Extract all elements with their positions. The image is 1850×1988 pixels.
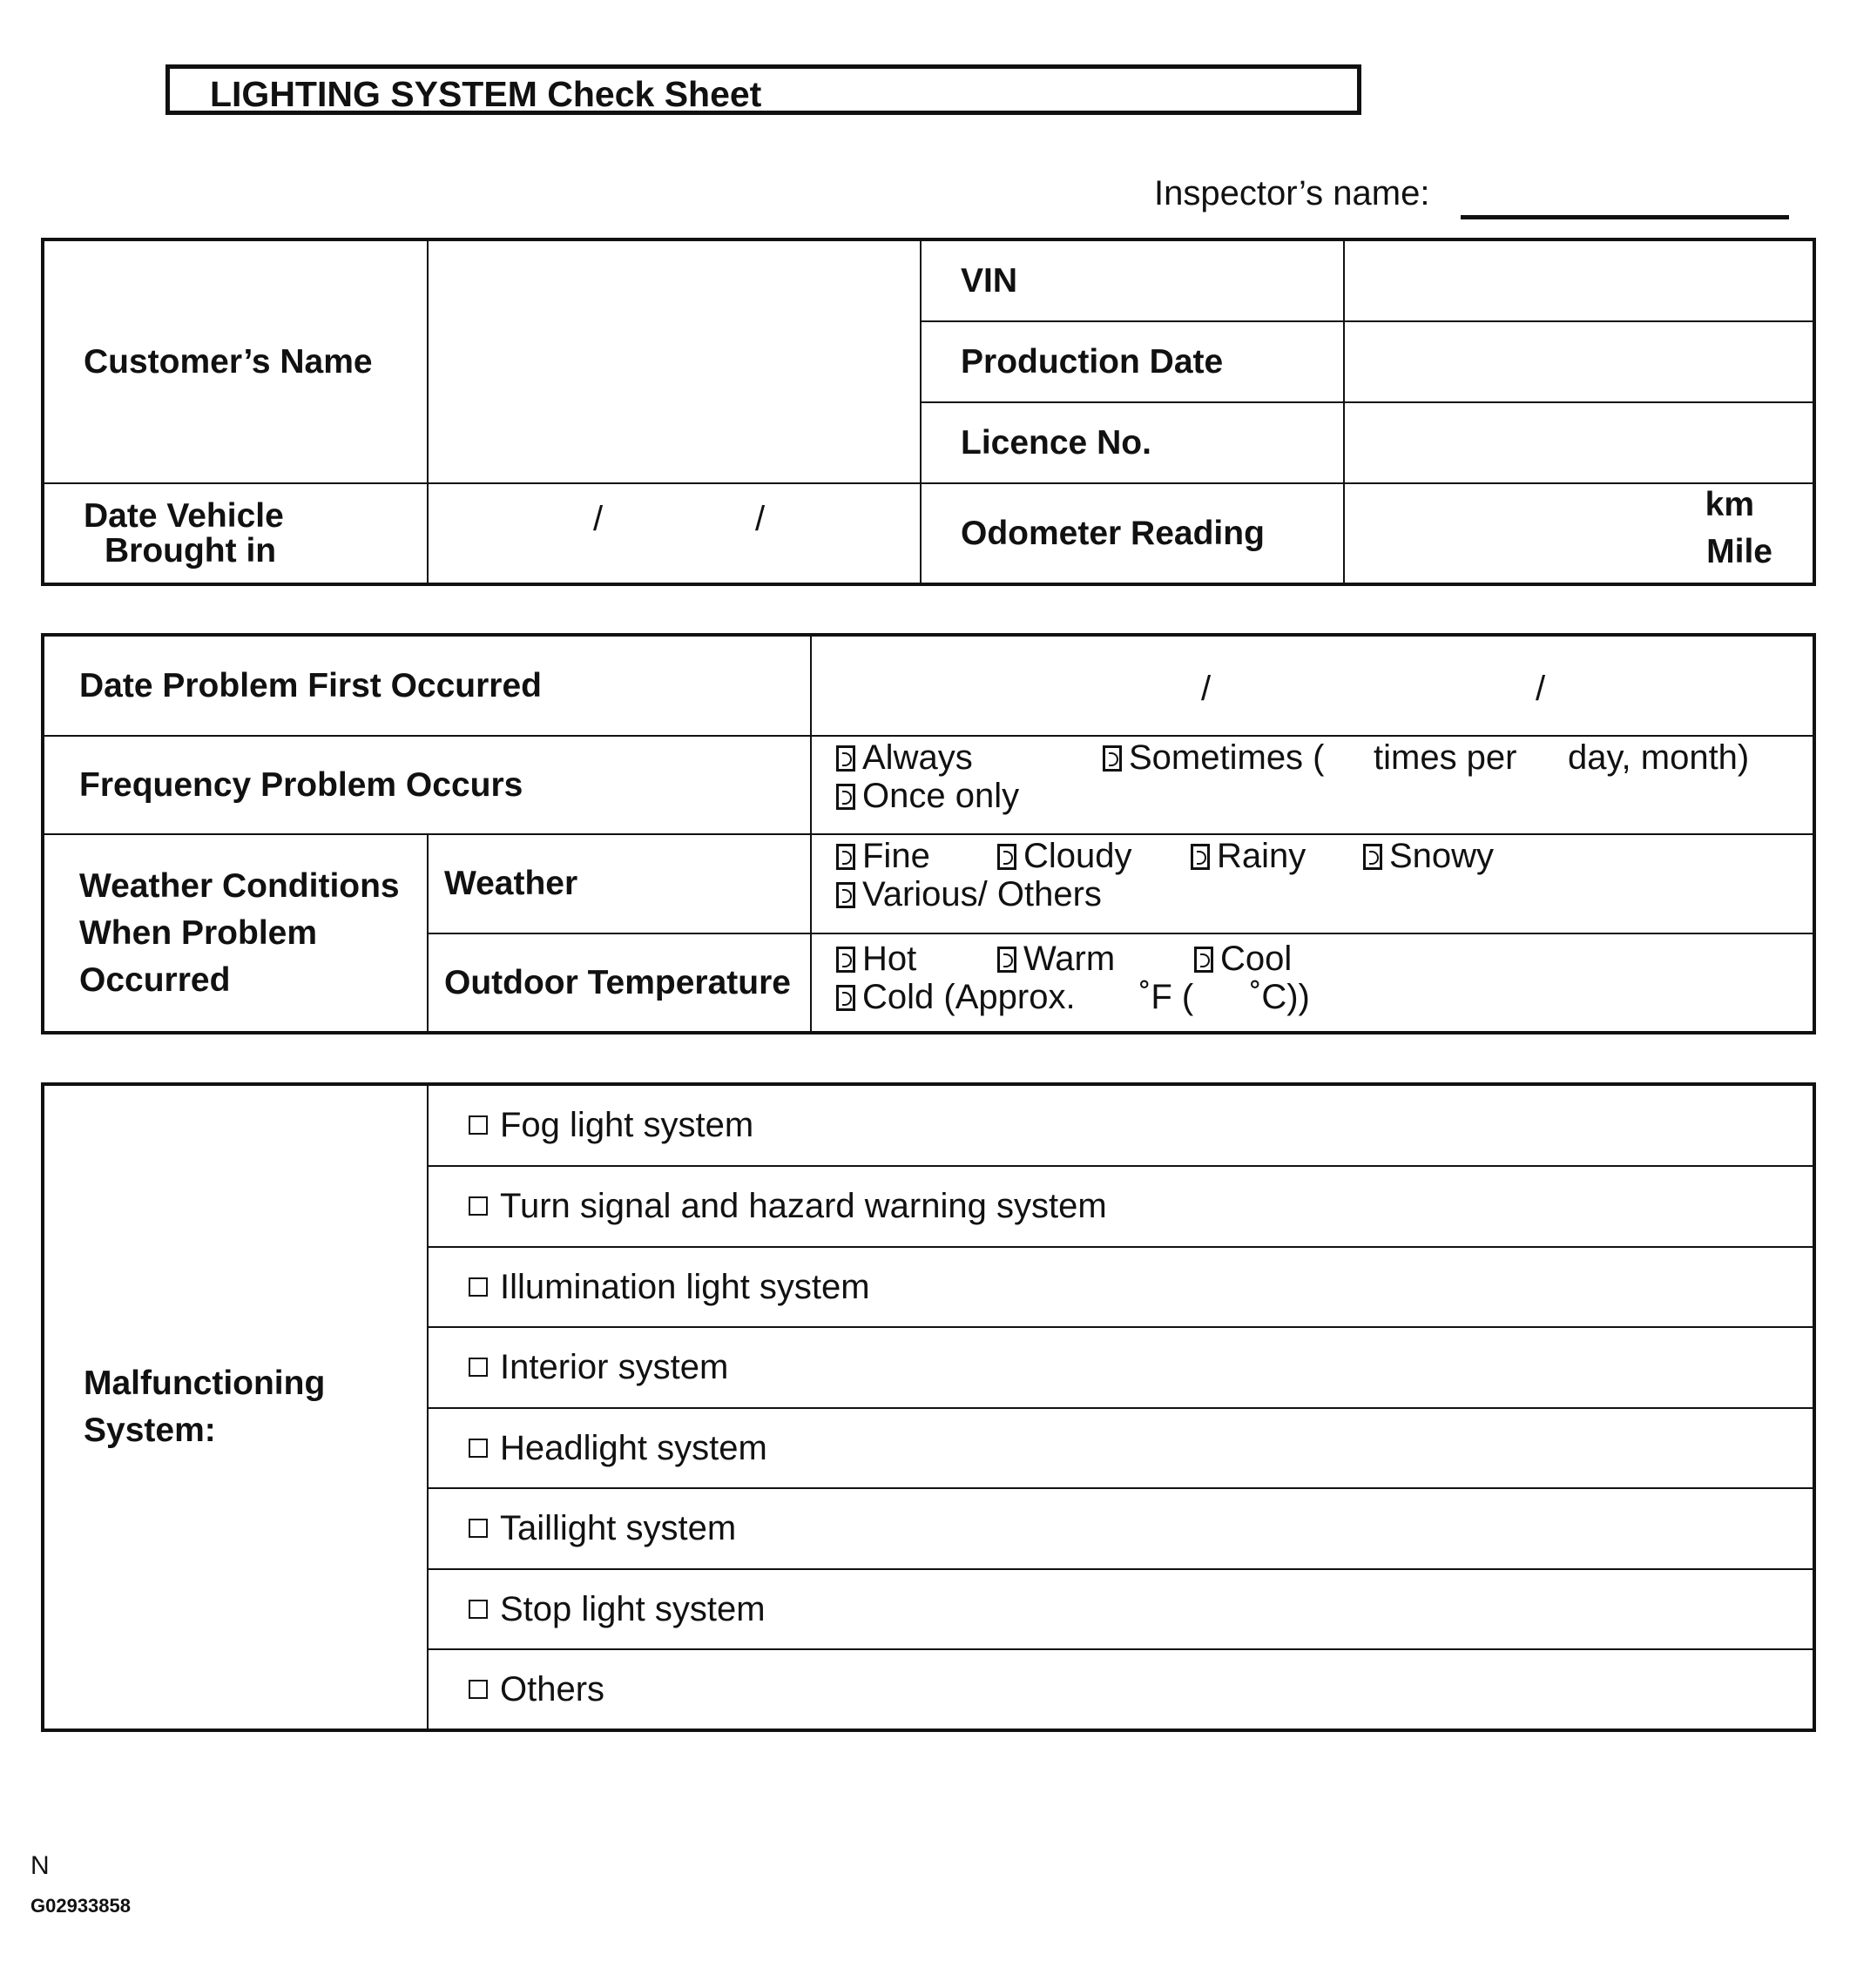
weather-conditions-label: Weather Conditions When Problem Occurred — [44, 834, 428, 1032]
system-item-illumination[interactable]: Illumination light system — [428, 1247, 1813, 1327]
vin-field[interactable] — [1344, 240, 1813, 321]
malfunctioning-system-label: Malfunctioning System: — [44, 1085, 428, 1729]
problem-info-table — [43, 635, 1814, 1033]
freq-once-option[interactable]: Once only — [836, 777, 1019, 816]
check-mark-icon — [836, 947, 855, 973]
weather-fine-option[interactable]: Fine — [836, 837, 930, 876]
check-mark-icon — [836, 985, 855, 1011]
weather-various-option[interactable]: Various/ Others — [836, 875, 1102, 914]
malfunction-table — [43, 1084, 1814, 1730]
checkbox-icon — [469, 1358, 488, 1377]
system-item-taillight[interactable]: Taillight system — [428, 1488, 1813, 1569]
km-unit: km — [1705, 486, 1754, 523]
system-item-interior[interactable]: Interior system — [428, 1327, 1813, 1408]
freq-day-month: day, month) — [1568, 738, 1750, 777]
freq-sometimes-option[interactable]: Sometimes ( — [1103, 738, 1325, 778]
temp-cold-option[interactable]: Cold (Approx. — [836, 978, 1076, 1017]
check-mark-icon — [836, 745, 855, 772]
system-item-turn-signal[interactable]: Turn signal and hazard warning system — [428, 1166, 1813, 1247]
checkbox-icon — [469, 1519, 488, 1538]
customer-name-label: Customer’s Name — [44, 240, 428, 483]
inspector-name-field[interactable] — [1461, 215, 1789, 219]
inspector-label: Inspector’s name: — [1154, 174, 1430, 212]
checkbox-icon — [469, 1680, 488, 1699]
weather-cloudy-option[interactable]: Cloudy — [997, 837, 1132, 876]
check-mark-icon — [836, 844, 855, 870]
check-mark-icon — [836, 784, 855, 810]
temperature-options — [811, 933, 1813, 1032]
system-item-others[interactable]: Others — [428, 1649, 1813, 1729]
frequency-label: Frequency Problem Occurs — [44, 736, 811, 834]
check-mark-icon — [1194, 947, 1213, 973]
date-brought-in-field[interactable]: / / — [428, 483, 921, 583]
temp-fahrenheit: ˚F ( — [1139, 978, 1194, 1016]
date-first-occurred-field[interactable]: / / — [811, 636, 1813, 736]
checkbox-icon — [469, 1439, 488, 1458]
weather-snowy-option[interactable]: Snowy — [1363, 837, 1494, 876]
date-brought-in-label: Date Vehicle Brought in — [44, 483, 428, 583]
system-item-stop-light[interactable]: Stop light system — [428, 1569, 1813, 1649]
weather-label: Weather — [428, 834, 811, 933]
check-mark-icon — [1191, 844, 1210, 870]
weather-options — [811, 834, 1813, 933]
footer-n-mark: N — [30, 1851, 50, 1880]
odometer-label: Odometer Reading — [921, 483, 1344, 583]
title-box — [165, 64, 1361, 115]
frequency-options — [811, 736, 1813, 834]
vin-label: VIN — [921, 240, 1344, 321]
check-mark-icon — [997, 844, 1016, 870]
checkbox-icon — [469, 1600, 488, 1619]
licence-no-label: Licence No. — [921, 402, 1344, 483]
sheet-title: LIGHTING SYSTEM Check Sheet — [210, 74, 762, 114]
checkbox-icon — [469, 1277, 488, 1297]
check-mark-icon — [997, 947, 1016, 973]
temp-cool-option[interactable]: Cool — [1194, 940, 1292, 979]
check-mark-icon — [836, 882, 855, 908]
figure-id: G02933858 — [30, 1895, 131, 1917]
mile-unit: Mile — [1706, 533, 1772, 570]
customer-name-field[interactable] — [428, 240, 921, 483]
production-date-field[interactable] — [1344, 321, 1813, 402]
vehicle-info-table — [43, 239, 1814, 584]
check-mark-icon — [1103, 745, 1122, 772]
checkbox-icon — [469, 1115, 488, 1135]
odometer-field[interactable] — [1344, 483, 1813, 583]
production-date-label: Production Date — [921, 321, 1344, 402]
outdoor-temperature-label: Outdoor Temperature — [428, 933, 811, 1032]
freq-always-option[interactable]: Always — [836, 738, 973, 778]
temp-celsius: ˚C)) — [1250, 978, 1310, 1016]
system-item-fog-light[interactable]: Fog light system — [428, 1085, 1813, 1166]
temp-hot-option[interactable]: Hot — [836, 940, 916, 979]
system-item-headlight[interactable]: Headlight system — [428, 1408, 1813, 1488]
weather-rainy-option[interactable]: Rainy — [1191, 837, 1306, 876]
date-first-occurred-label: Date Problem First Occurred — [44, 636, 811, 736]
temp-warm-option[interactable]: Warm — [997, 940, 1115, 979]
check-mark-icon — [1363, 844, 1382, 870]
freq-times-per: times per — [1374, 738, 1517, 777]
checkbox-icon — [469, 1196, 488, 1216]
licence-no-field[interactable] — [1344, 402, 1813, 483]
